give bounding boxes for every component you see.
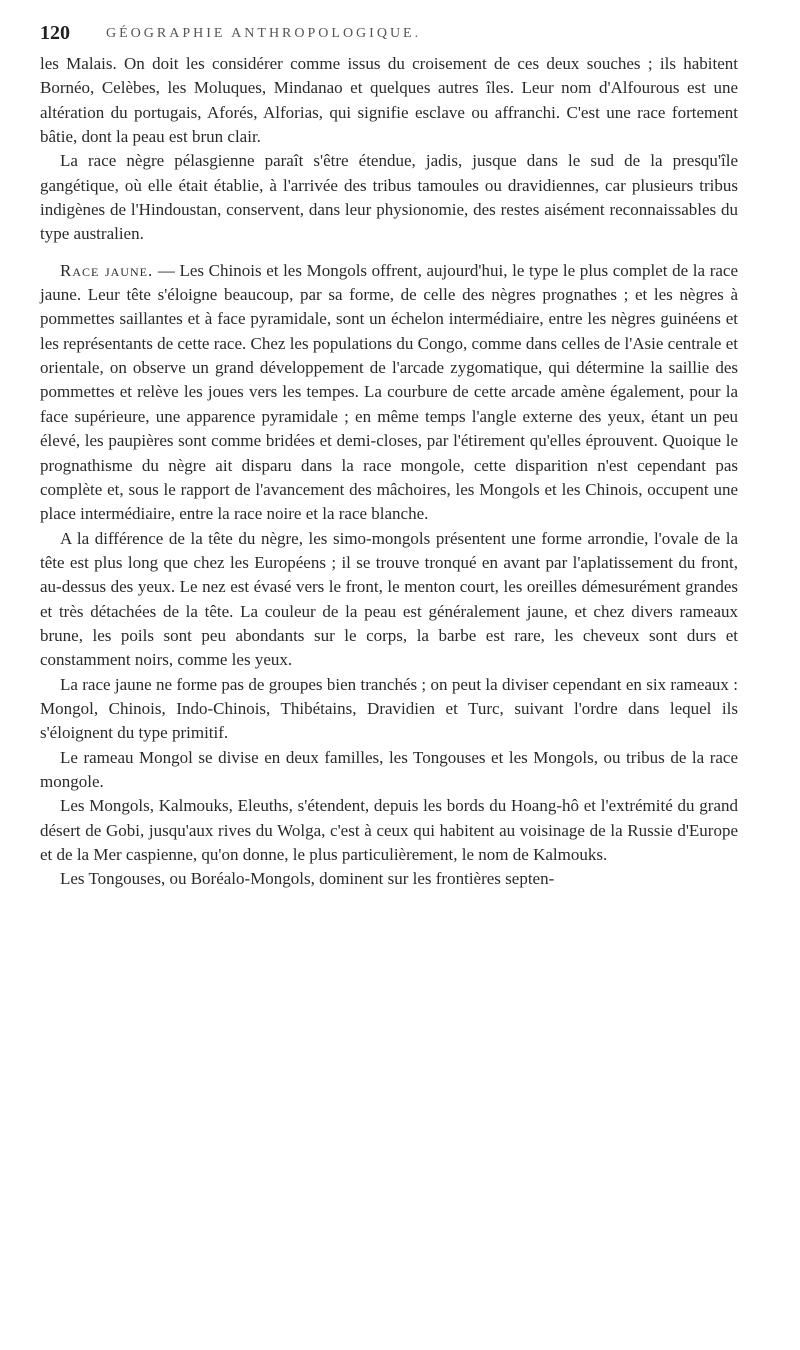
running-head	[40, 22, 738, 52]
section-paragraph	[40, 259, 738, 527]
paragraph	[40, 867, 738, 891]
paragraph	[40, 527, 738, 673]
paragraph-text: A la différence de la tête du nègre, les simo-mongols présentent une forme arrondie, l'ovale de la tête est plus long que chez les Européens ; il se trouve tronqué en avant par l'aplatissement du front, au-dessus des yeux. Le nez est évasé vers le front, le menton court, les oreilles démesurément grandes et très détachées de la tête. La couleur de la peau est généralement jaune, et chez divers rameaux brune, les poils sont peu abondants sur le corps, la barbe est rare, les cheveux sont durs et constamment noirs, comme les yeux.	[40, 528, 738, 670]
page-number: 120	[40, 22, 70, 44]
paragraph	[40, 794, 738, 867]
paragraph	[40, 746, 738, 795]
paragraph	[40, 52, 738, 149]
paragraph-text: — Les Chinois et les Mongols offrent, aujourd'hui, le type le plus complet de la race jaune. Leur tête s'éloigne beaucoup, par sa forme, de celle des nègres prognathes ; et les nègres à pommettes saillantes et à face pyramidale, sont un échelon intermédiaire, entre les nègres guinéens et les représentants de cette race. Chez les populations du Congo, comme dans celles de l'Asie centrale et orientale, on observe un grand développement de l'arcade zygomatique, qui détermine la saillie des pommettes et relève les joues vers les tempes. La courbure de cette arcade amène également, pour la face supérieure, une apparence pyramidale ; en même temps l'angle externe des yeux, étant un peu élevé, les paupières sont comme bridées et demi-closes, par l'étirement qu'elles éprouvent. Quoique le prognathisme du nègre ait disparu dans la race mongole, cette disparition n'est cependant pas complète et, sous le rapport de l'avancement des mâchoires, les Mongols et les Chinois, occupent une place intermédiaire, entre la race noire et la race blanche.	[40, 260, 739, 524]
paragraph-text: Le rameau Mongol se divise en deux familles, les Tongouses et les Mongols, ou tribus de la race mongole.	[40, 747, 738, 791]
paragraph-text: Les Mongols, Kalmouks, Eleuths, s'étendent, depuis les bords du Hoang-hô et l'extrémité du grand désert de Gobi, jusqu'aux rives du Wolga, c'est à ceux qui habitent au voisinage de la Russie d'Europe et de la Mer caspienne, qu'on donne, le plus particulièrement, le nom de Kalmouks.	[40, 796, 738, 864]
running-title: GÉOGRAPHIE ANTHROPOLOGIQUE.	[106, 26, 422, 41]
paragraph	[40, 673, 738, 746]
book-page	[40, 22, 738, 892]
paragraph-text: La race nègre pélasgienne paraît s'être étendue, jadis, jusque dans le sud de la presqu'île gangétique, où elle était établie, à l'arrivée des tribus tamoules ou dravidiennes, car plusieurs tribus indigènes de l'Hindoustan, conservent, dans leur physionomie, des restes aisément reconnaissables du type australien.	[40, 151, 738, 244]
paragraph-text: La race jaune ne forme pas de groupes bien tranchés ; on peut la diviser cependant en six rameaux : Mongol, Chinois, Indo-Chinois, Thibétains, Dravidien et Turc, suivant l'ordre dans lequel ils s'éloignent du type primitif.	[40, 674, 738, 743]
paragraph	[40, 149, 738, 246]
paragraph-text: Les Tongouses, ou Boréalo-Mongols, dominent sur les frontières septen-	[60, 869, 555, 889]
section-heading: Race jaune.	[60, 260, 154, 280]
body-text	[40, 52, 738, 892]
paragraph-text: les Malais. On doit les considérer comme issus du croisement de ces deux souches ; ils habitent Bornéo, Celèbes, les Moluques, Mindanao et quelques autres îles. Leur nom d'Alfourous est une altération du portugais, Aforés, Alforias, qui signifie esclave ou affranchi. C'est une race fortement bâtie, dont la peau est brun clair.	[40, 54, 738, 147]
